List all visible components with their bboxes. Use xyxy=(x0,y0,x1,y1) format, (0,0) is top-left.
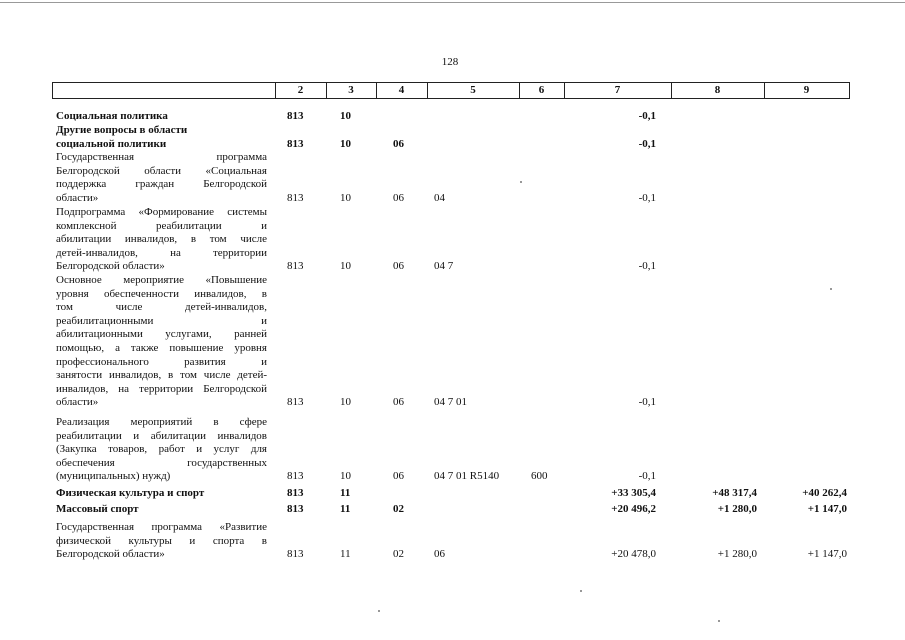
row-description xyxy=(56,274,267,410)
description-line: реабилитации и абилитации инвалидов xyxy=(56,429,267,442)
cell-col-2: 813 xyxy=(287,110,304,122)
cell-col-3: 10 xyxy=(340,396,351,409)
cell-col-3: 11 xyxy=(340,487,351,499)
header-col-8: 8 xyxy=(714,84,721,96)
description-line: Государственная программа «Развитие xyxy=(56,521,267,533)
cell-col-5: 04 7 01 xyxy=(434,396,467,409)
row-description xyxy=(56,151,267,205)
cell-col-2: 813 xyxy=(287,396,304,409)
cell-col-4: 06 xyxy=(393,191,404,204)
row-description xyxy=(56,503,267,517)
description-line: абилитационными услугами, ранней xyxy=(56,328,267,341)
cell-col-5: 04 7 01 R5140 xyxy=(434,470,500,483)
table-header xyxy=(52,82,850,99)
cell-col-4: 02 xyxy=(393,548,404,561)
cell-col-2: 813 xyxy=(287,487,304,499)
header-col-3: 3 xyxy=(348,84,354,96)
cell-col-4: 06 xyxy=(393,470,404,483)
header-col-2: 2 xyxy=(297,84,304,96)
scan-speck xyxy=(378,610,380,612)
description-line: занятости инвалидов, в том числе детей- xyxy=(56,369,267,382)
header-col-4: 4 xyxy=(398,84,405,96)
row-description xyxy=(56,110,267,124)
cell-col-3: 10 xyxy=(340,191,351,204)
cell-col-7: -0,1 xyxy=(638,137,656,150)
header-col-9: 9 xyxy=(803,84,810,96)
description-line: реабилитационными и xyxy=(56,314,267,327)
description-line: комплексной реабилитации и xyxy=(56,219,267,232)
description-line: области» xyxy=(56,396,99,409)
description-line: (Закупка товаров, работ и услуг для xyxy=(56,443,267,456)
cell-col-4: 06 xyxy=(393,260,404,273)
description-line: Белгородской области «Социальная xyxy=(56,164,267,177)
description-line: Белгородской области» xyxy=(56,548,165,561)
cell-col-3: 11 xyxy=(340,503,351,515)
description-line: Другие вопросы в области xyxy=(56,124,188,136)
description-line: Подпрограмма «Формирование системы xyxy=(56,206,267,218)
description-line: Реализация мероприятий в сфере xyxy=(56,416,267,428)
cell-col-5: 04 7 xyxy=(434,260,454,273)
cell-col-4: 06 xyxy=(393,137,404,150)
description-line: обеспечения государственных xyxy=(56,456,267,469)
cell-col-9: +40 262,4 xyxy=(802,487,847,499)
cell-col-4: 02 xyxy=(393,503,404,515)
scan-speck xyxy=(830,288,832,290)
cell-col-3: 10 xyxy=(340,137,351,150)
cell-col-2: 813 xyxy=(287,503,304,515)
cell-col-3: 10 xyxy=(340,110,351,122)
cell-col-5: 06 xyxy=(434,548,445,561)
description-line: Массовый спорт xyxy=(56,503,139,515)
header-col-6: 6 xyxy=(538,84,545,96)
cell-col-8: +1 280,0 xyxy=(717,548,757,561)
description-line: поддержка граждан Белгородской xyxy=(56,178,267,191)
cell-col-2: 813 xyxy=(287,260,304,273)
cell-col-7: -0,1 xyxy=(638,470,656,483)
cell-col-6: 600 xyxy=(531,470,548,483)
row-description xyxy=(56,521,267,562)
cell-col-7: -0,1 xyxy=(638,191,656,204)
cell-col-8: +1 280,0 xyxy=(717,503,757,515)
header-col-7: 7 xyxy=(614,84,621,96)
cell-col-7: -0,1 xyxy=(638,396,656,409)
cell-col-7: +33 305,4 xyxy=(611,487,656,499)
description-line: (муниципальных) нужд) xyxy=(56,470,171,483)
description-line: Основное мероприятие «Повышение xyxy=(56,274,267,286)
cell-col-9: +1 147,0 xyxy=(807,503,847,515)
description-line: помощью, а также повышение уровня xyxy=(56,341,267,354)
cell-col-5: 04 xyxy=(434,191,445,204)
cell-col-2: 813 xyxy=(287,470,304,483)
cell-col-7: +20 496,2 xyxy=(611,503,656,515)
scan-speck xyxy=(520,181,522,183)
description-line: детей-инвалидов, на территории xyxy=(56,246,267,259)
cell-col-7: -0,1 xyxy=(638,110,656,122)
description-line: абилитации инвалидов, в том числе xyxy=(56,233,267,246)
cell-col-7: +20 478,0 xyxy=(611,548,656,561)
description-line: Физическая культура и спорт xyxy=(56,487,205,499)
header-col-5: 5 xyxy=(470,84,476,96)
description-line: инвалидов, на территории Белгородской xyxy=(56,382,267,395)
description-line: Белгородской области» xyxy=(56,260,165,273)
cell-col-3: 10 xyxy=(340,260,351,273)
description-line: Социальная политика xyxy=(56,110,168,122)
row-description xyxy=(56,487,267,501)
cell-col-9: +1 147,0 xyxy=(807,548,847,561)
description-line: Государственная программа xyxy=(56,151,267,163)
cell-col-2: 813 xyxy=(287,137,304,150)
description-line: физической культуры и спорта в xyxy=(56,534,267,547)
description-line: том числе детей-инвалидов, xyxy=(56,301,267,314)
scan-speck xyxy=(718,620,720,622)
cell-col-8: +48 317,4 xyxy=(712,487,757,499)
cell-col-3: 11 xyxy=(340,548,351,561)
cell-col-2: 813 xyxy=(287,548,304,561)
description-line: области» xyxy=(56,191,99,204)
page-number: 128 xyxy=(441,56,459,68)
scan-speck xyxy=(580,590,582,592)
row-description xyxy=(56,416,267,484)
cell-col-3: 10 xyxy=(340,470,351,483)
row-description xyxy=(56,124,267,151)
row-description xyxy=(56,206,267,274)
description-line: социальной политики xyxy=(56,137,167,150)
cell-col-4: 06 xyxy=(393,396,404,409)
description-line: уровня обеспеченности инвалидов, в xyxy=(56,287,267,300)
description-line: профессионального развития и xyxy=(56,355,267,368)
top-border-line xyxy=(0,2,905,3)
cell-col-2: 813 xyxy=(287,191,304,204)
cell-col-7: -0,1 xyxy=(638,260,656,273)
